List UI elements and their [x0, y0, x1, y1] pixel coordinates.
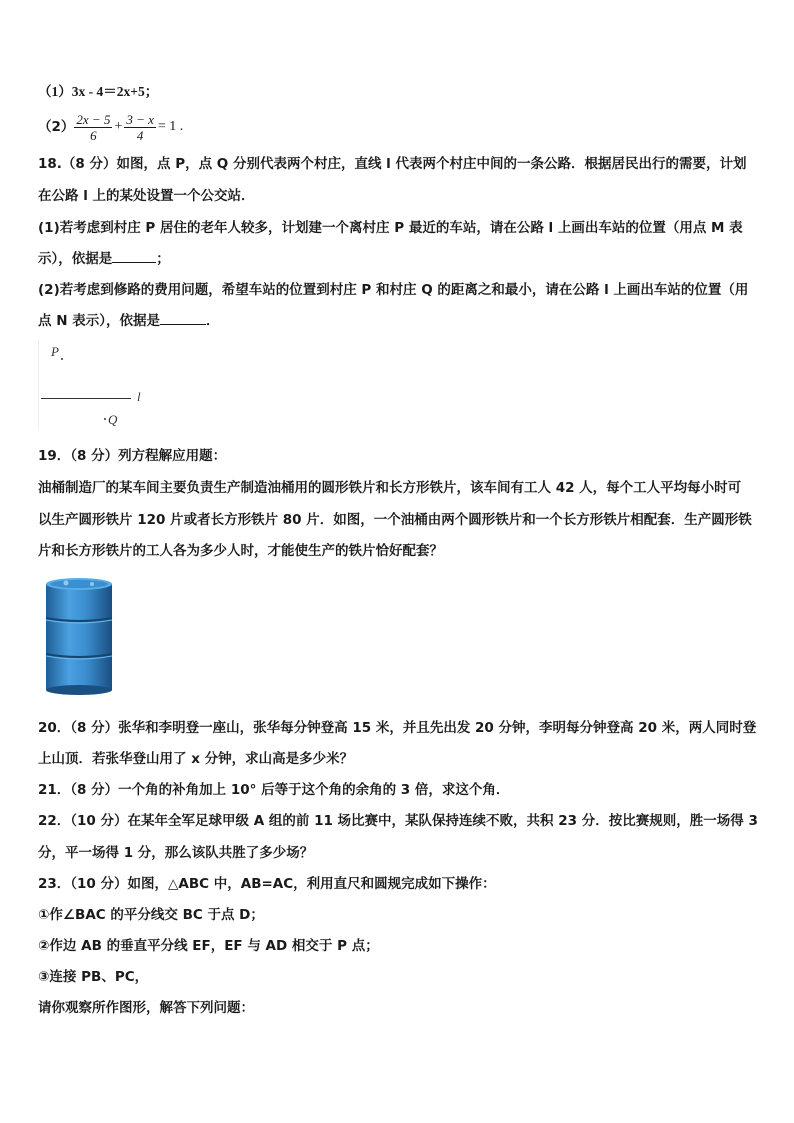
q18-line-6: [38, 312, 219, 329]
road-l-label: l: [137, 389, 141, 404]
q20-line-1: 20．（8 分）张华和李明登一座山，张华每分钟登高 15 米，并且先出发 20 分钟，李明每分钟登高 20 米，两人同时登: [38, 720, 757, 736]
q18-line-4-end: ；: [156, 251, 170, 267]
q18-line-4: [38, 250, 170, 267]
q17-equation-rhs: = 1 .: [157, 119, 184, 134]
village-p-label: P: [51, 344, 59, 359]
village-p-point: [61, 358, 63, 360]
q23-line-3: ②作边 AB 的垂直平分线 EF，EF 与 AD 相交于 P 点；: [38, 938, 379, 954]
q22-line-1: 22．（10 分）在某年全军足球甲级 A 组的前 11 场比赛中，某队保持连续不败，共积 23 分．按比赛规则，胜一场得 3: [38, 813, 758, 829]
q17-plus-sign: +: [114, 119, 123, 134]
village-q-label: Q: [108, 412, 118, 427]
q18-line-3: (1)若考虑到村庄 P 居住的老年人较多，计划建一个离村庄 P 最近的车站，请在公路 l 上画出车站的位置（用点 M 表: [38, 220, 743, 236]
village-q-point: [104, 418, 106, 420]
q17-part2: [38, 110, 185, 144]
q23-line-2: ①作∠BAC 的平分线交 BC 于点 D；: [38, 907, 264, 923]
q19-line-3: 以生产圆形铁片 120 片或者长方形铁片 80 片．如图，一个油桶由两个圆形铁片和一个长方形铁片相配套．生产圆形铁: [38, 512, 752, 528]
q23-line-4: ③连接 PB、PC，: [38, 969, 149, 985]
q17-fraction-1-numerator: 2x − 5: [76, 111, 111, 127]
q23-line-5: 请你观察所作图形，解答下列问题：: [38, 1000, 254, 1016]
q18-line-6-end: ．: [205, 313, 220, 329]
q18-answer-blank-1: [112, 250, 156, 263]
q20-line-2: 上山顶．若张华登山用了 x 分钟，求山高是多少米？: [38, 751, 354, 767]
q17-fraction-1-denominator: 6: [90, 127, 97, 143]
q18-line-4-text: 示），依据是: [38, 251, 113, 267]
q17-fraction-2-numerator: 3 − x: [126, 111, 154, 127]
oil-barrel-image: [42, 576, 116, 696]
q21-line-1: 21．（8 分）一个角的补角加上 10° 后等于这个角的余角的 3 倍，求这个角．: [38, 782, 510, 798]
q18-answer-blank-2: [160, 312, 206, 325]
q18-figure: [38, 340, 149, 430]
q17-fraction-2: [124, 112, 156, 143]
q17-fraction-2-denominator: 4: [136, 127, 144, 143]
q19-line-1: 19．（8 分）列方程解应用题：: [38, 448, 227, 464]
q17-fraction-1: [74, 112, 112, 143]
q18-line-6-text: 点 N 表示），依据是: [38, 313, 160, 329]
q23-line-1: 23．（10 分）如图，△ABC 中，AB=AC，利用直尺和圆规完成如下操作：: [38, 876, 496, 892]
q19-line-4: 片和长方形铁片的工人各为多少人时，才能使生产的铁片恰好配套？: [38, 543, 443, 559]
road-line-l: [41, 398, 131, 399]
q17-part1: （1）3x - 4＝2x+5；: [38, 84, 159, 99]
q18-line-1: 18.（8 分）如图，点 P，点 Q 分别代表两个村庄，直线 l 代表两个村庄中间的一条公路．根据居民出行的需要，计划: [38, 156, 747, 172]
q18-line-2: 在公路 l 上的某处设置一个公交站．: [38, 188, 255, 204]
q22-line-2: 分，平一场得 1 分，那么该队共胜了多少场？: [38, 845, 314, 861]
q17-part2-prefix: （2）: [38, 119, 75, 135]
q19-line-2: 油桶制造厂的某车间主要负责生产制造油桶用的圆形铁片和长方形铁片，该车间有工人 42 人，每个工人平均每小时可: [38, 480, 742, 496]
q18-line-5: (2)若考虑到修路的费用问题，希望车站的位置到村庄 P 和村庄 Q 的距离之和最小，请在公路 l 上画出车站的位置（用: [38, 282, 749, 298]
